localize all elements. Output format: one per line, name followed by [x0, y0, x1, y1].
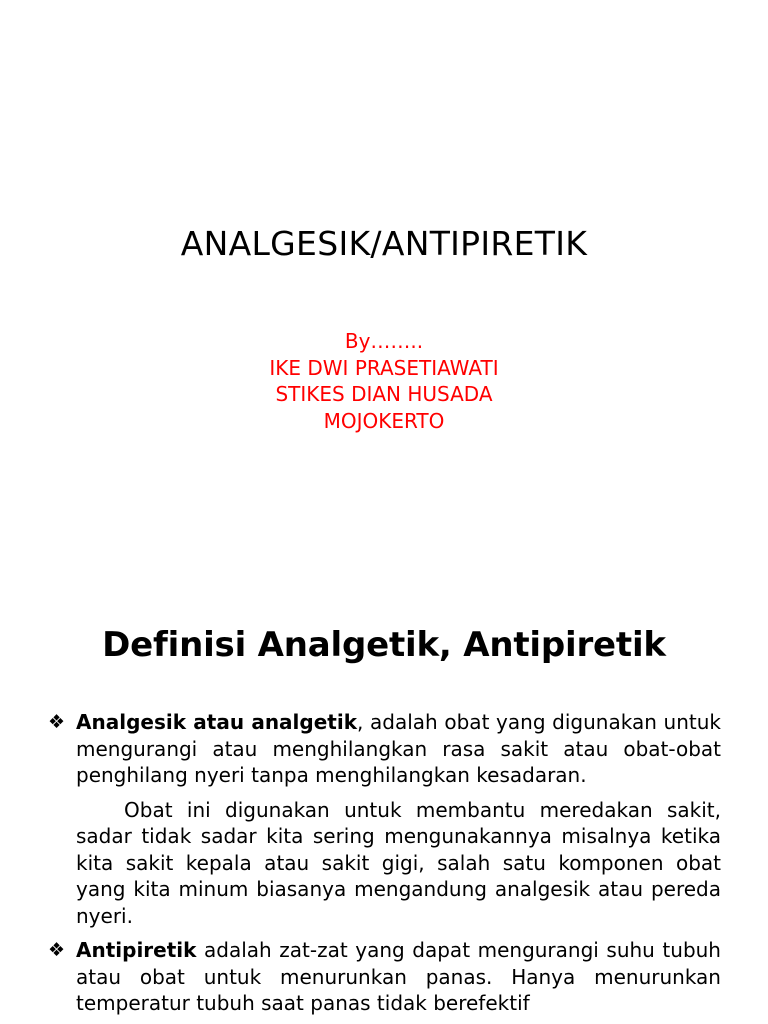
term-analgesik: Analgesik atau analgetik: [76, 710, 358, 734]
author-institution: STIKES DIAN HUSADA: [275, 382, 493, 406]
slide-title-heading: ANALGESIK/ANTIPIRETIK: [180, 224, 588, 263]
list-item: [48, 937, 721, 1017]
diamond-bullet-icon: ❖: [48, 711, 66, 733]
paragraph-analgesik-usage: Obat ini digunakan untuk membantu meredakan sakit, sadar tidak sadar kita sering mengunakannya misalnya ketika kita sakit kepala atau sakit gigi, salah satu komponen obat yang kita minum biasanya mengandung analgesik atau pereda nyeri.: [76, 797, 721, 928]
definition-antipiretik: adalah zat-zat yang dapat mengurangi suhu tubuh atau obat untuk menurunkan panas. Hanya menurunkan temperatur tubuh saat panas tidak berefektif: [76, 938, 721, 1015]
author-by-line: By……..: [344, 329, 424, 353]
term-antipiretik: Antipiretik: [76, 938, 197, 962]
definition-body: [48, 709, 721, 1024]
list-item: [48, 709, 721, 789]
diamond-bullet-icon: ❖: [48, 939, 66, 961]
author-city: MOJOKERTO: [323, 408, 445, 433]
slide-definition: [0, 576, 768, 1024]
definition-analgesik: , adalah obat yang digunakan untuk mengurangi atau menghilangkan rasa sakit atau obat-obat penghilang nyeri tanpa menghilangkan kesadaran.: [76, 710, 721, 787]
author-name: IKE DWI PRASETIAWATI: [269, 355, 499, 380]
definition-heading: Definisi Analgetik, Antipiretik: [102, 625, 666, 665]
author-block: [0, 328, 768, 434]
